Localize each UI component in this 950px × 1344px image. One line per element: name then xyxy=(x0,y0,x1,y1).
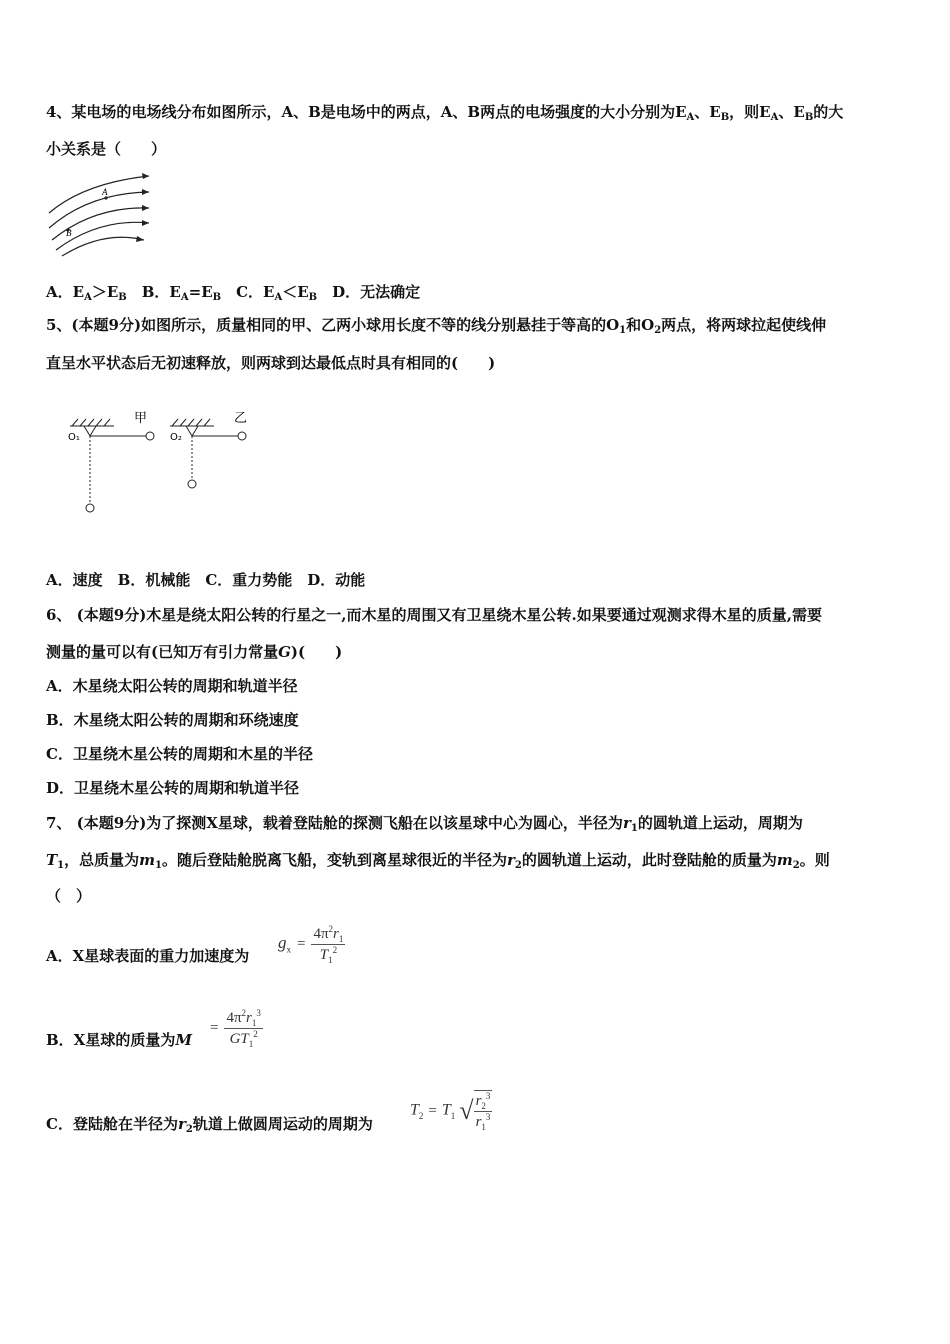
q4-stem-line1: 4、某电场的电场线分布如图所示，A、B是电场中的两点，A、B两点的电场强度的大小分别为$E_A$、$E_B$，则$E_A$、$E_B$的大 xyxy=(46,103,844,123)
q4-options: A．$E_A>E_B$ B．$E_A=E_B$ C．$E_A<E_B$ D．无法确定 xyxy=(46,283,421,303)
q7-option-a: A．X星球表面的重力加速度为 xyxy=(46,947,250,965)
electric-field-lines-figure xyxy=(44,168,159,260)
fig-label-jia: 甲 xyxy=(134,411,148,426)
fig-label-o2: O₂ xyxy=(170,432,182,443)
formula-mass: = $\frac{4\pi^2r_1^3}{GT_1^2}$ xyxy=(210,1008,261,1049)
q5-stem-line1: 5、(本题9分)如图所示，质量相同的甲、乙两小球用长度不等的线分别悬挂于等高的$O_1$和$O_2$两点，将两球拉起使线伸 xyxy=(46,316,827,336)
q7-option-c: C．登陆舱在半径为$r_2$轨道上做圆周运动的周期为 xyxy=(46,1115,373,1135)
q6-option-d: D．卫星绕木星公转的周期和轨道半径 xyxy=(46,779,300,797)
fig-label-a: A xyxy=(102,187,108,197)
formula-period: $T_2 = T_1$ √ $\frac{r_2^3}{r_1^3}$ xyxy=(410,1091,491,1132)
pendulum-figure xyxy=(64,404,264,519)
q7-stem-line2: $T_1$，总质量为$m_1$。随后登陆舱脱离飞船，变轨到离星球很近的半径为$r_2$的圆轨道上运动，此时登陆舱的质量为$m_2$。则 xyxy=(46,851,830,871)
q5-options: A．速度 B．机械能 C．重力势能 D．动能 xyxy=(46,571,366,589)
q6-stem-line1: 6、 (本题9分)木星是绕太阳公转的行星之一,而木星的周围又有卫星绕木星公转.如果要通过观测求得木星的质量,需要 xyxy=(46,606,822,624)
q5-stem-line2: 直呈水平状态后无初速释放，则两球到达最低点时具有相同的( ) xyxy=(46,354,496,372)
q4-stem-line2: 小关系是（ ） xyxy=(46,140,167,158)
fig-label-yi: 乙 xyxy=(234,411,248,426)
q7-option-b: B．X星球的质量为M xyxy=(46,1031,192,1049)
fig-label-b: B xyxy=(66,228,72,238)
q6-option-c: C．卫星绕木星公转的周期和木星的半径 xyxy=(46,745,313,763)
q6-option-b: B．木星绕太阳公转的周期和环绕速度 xyxy=(46,711,299,729)
formula-gx: $g_x$ = $\frac{4\pi^2r_1}{T_1^2}$ xyxy=(278,924,344,965)
fig-label-o1: O₁ xyxy=(68,432,80,443)
q6-option-a: A．木星绕太阳公转的周期和轨道半径 xyxy=(46,677,298,695)
q6-stem-line2: 测量的量可以有(已知万有引力常量G)( ) xyxy=(46,643,343,661)
q7-stem-line3: （ ） xyxy=(46,887,92,905)
q7-stem-line1: 7、 (本题9分)为了探测X星球，载着登陆舱的探测飞船在以该星球中心为圆心，半径为$r_1$的圆轨道上运动，周期为 xyxy=(46,814,803,834)
